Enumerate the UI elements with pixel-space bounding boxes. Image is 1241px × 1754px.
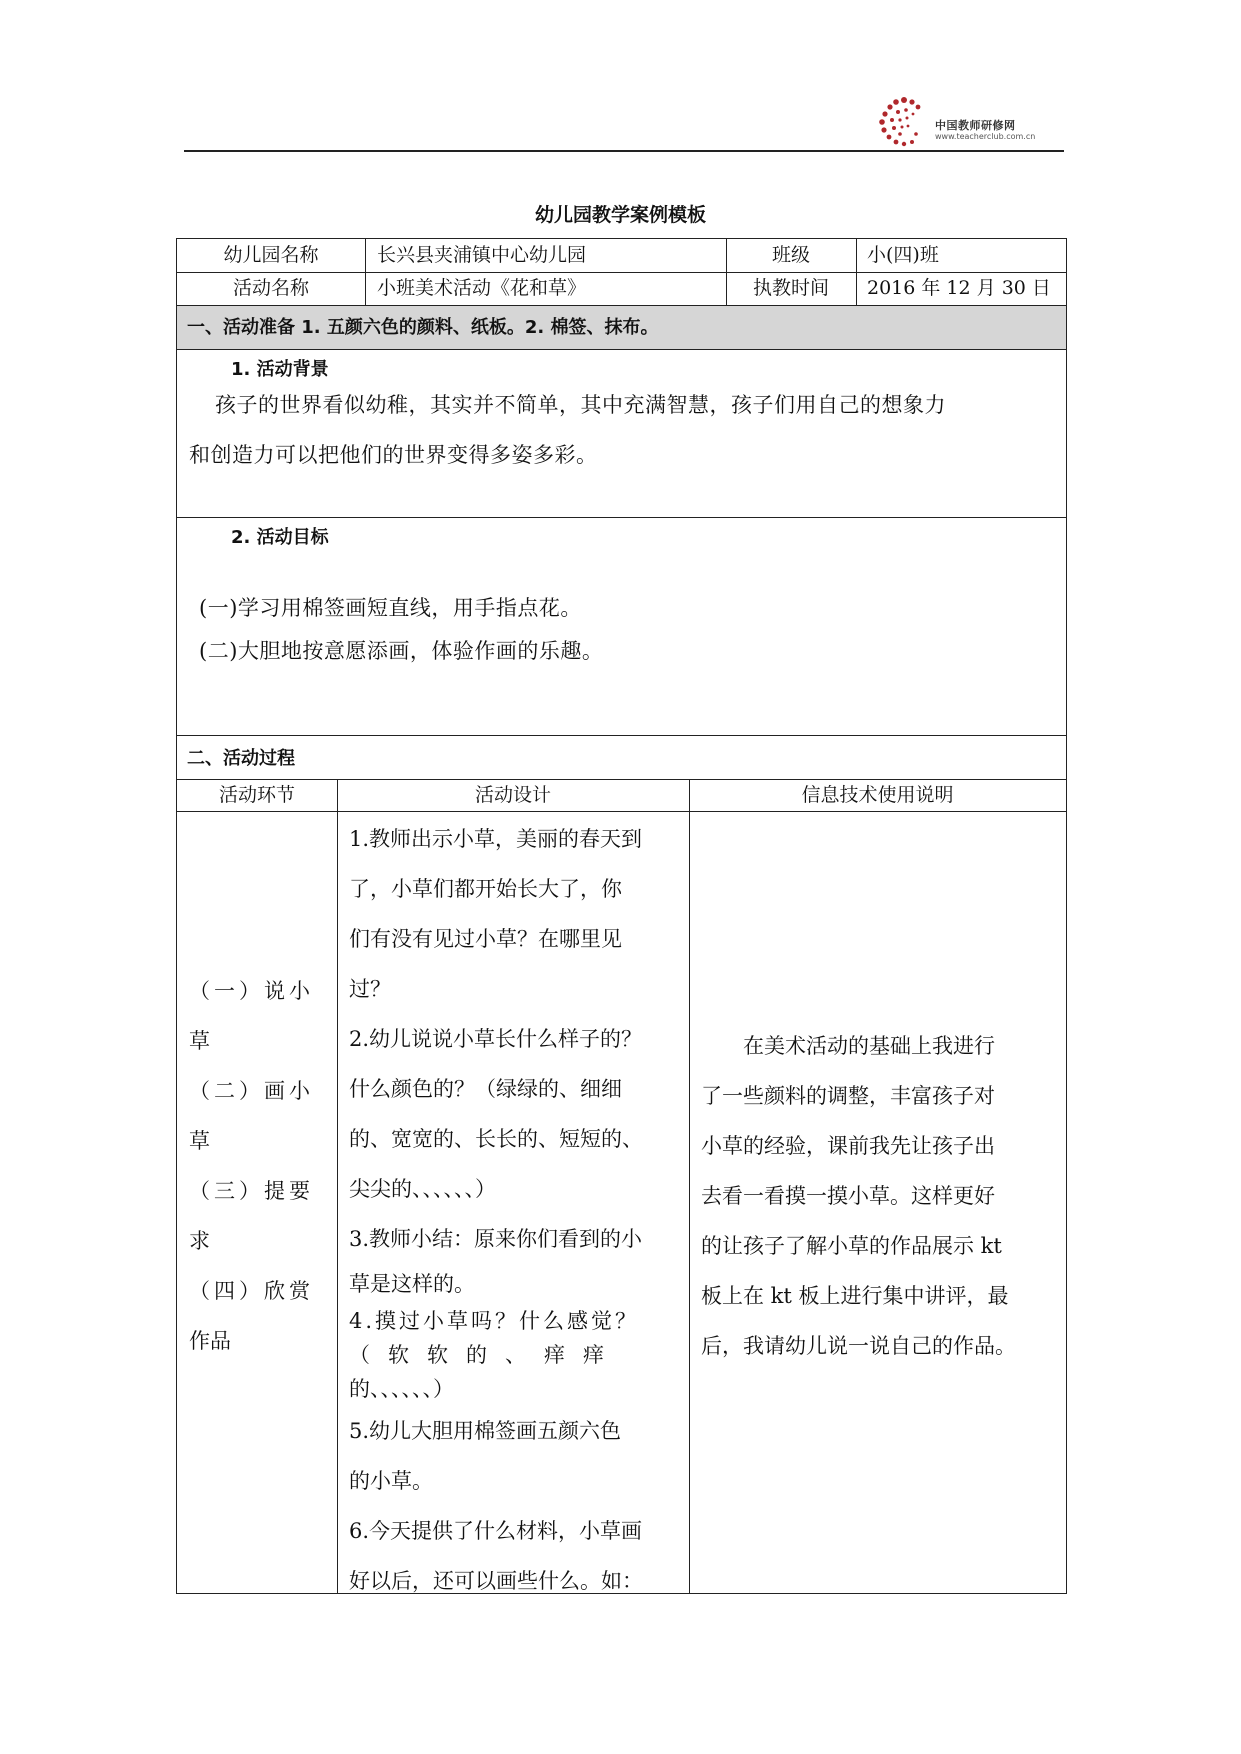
design-line: 4.摸过小草吗？什么感觉？ [349, 1309, 640, 1333]
step-line: 求 [189, 1229, 210, 1253]
step-line: 草 [189, 1029, 210, 1053]
class-label: 班级 [771, 244, 810, 266]
header-divider [184, 150, 1064, 152]
column-header-steps: 活动环节 [218, 784, 295, 806]
tech-line: 后，我请幼儿说一说自己的作品。 [701, 1334, 1016, 1358]
design-line: 2.幼儿说说小草长什么样子的？ [349, 1027, 643, 1051]
tech-line: 小草的经验，课前我先让孩子出 [701, 1134, 995, 1158]
design-line: 3.教师小结：原来你们看到的小 [349, 1227, 643, 1251]
tech-line: 的让孩子了解小草的作品展示 kt [701, 1234, 1002, 1258]
logo-text: 中国教师研修网 [935, 119, 1016, 132]
goal-line: (一)学习用棉签画短直线，用手指点花。 [199, 596, 582, 620]
design-line: 的、、、、、、） [349, 1377, 454, 1401]
tech-line: 板上在 kt 板上进行集中讲评，最 [701, 1284, 1009, 1308]
tech-line: 去看一看摸一摸小草。这样更好 [701, 1184, 995, 1208]
background-heading: 1. 活动背景 [231, 359, 329, 380]
step-line: （二）画小 [189, 1079, 314, 1103]
design-line: 了，小草们都开始长大了，你 [349, 877, 622, 901]
design-line: 的小草。 [349, 1469, 433, 1493]
section1-heading: 一、活动准备 1. 五颜六色的颜料、纸板。2. 棉签、抹布。 [187, 317, 659, 338]
step-line: 草 [189, 1129, 210, 1153]
tech-line: 了一些颜料的调整，丰富孩子对 [701, 1084, 995, 1108]
activity-label: 活动名称 [232, 277, 309, 299]
design-line: 1.教师出示小草，美丽的春天到 [349, 827, 643, 851]
background-line: 和创造力可以把他们的世界变得多姿多彩。 [189, 443, 598, 467]
logo [872, 92, 1052, 148]
goal-heading: 2. 活动目标 [231, 527, 329, 548]
design-line: （软软的、痒痒 [349, 1343, 622, 1367]
design-line: 们有没有见过小草？在哪里见 [349, 927, 622, 951]
tech-list [701, 1021, 1016, 1371]
time-label: 执教时间 [752, 277, 829, 299]
kindergarten-value: 长兴县夹浦镇中心幼儿园 [377, 244, 587, 266]
step-line: （四）欣赏 [189, 1279, 314, 1303]
section2-heading: 二、活动过程 [187, 748, 295, 769]
tech-line: 在美术活动的基础上我进行 [743, 1034, 995, 1058]
class-value: 小(四)班 [867, 244, 939, 266]
column-header-design: 活动设计 [474, 784, 551, 806]
design-line: 好以后，还可以画些什么。如： [349, 1569, 643, 1593]
step-line: （三）提要 [189, 1179, 314, 1203]
design-line: 的、宽宽的、长长的、短短的、 [349, 1127, 643, 1151]
design-line: 什么颜色的？（绿绿的、细细 [349, 1077, 622, 1101]
design-line: 过？ [349, 977, 391, 1001]
design-list [349, 814, 643, 1606]
page-title: 幼儿园教学案例模板 [534, 204, 706, 226]
logo-url: www.teacherclub.com.cn [935, 132, 1036, 141]
design-line: 5.幼儿大胆用棉签画五颜六色 [349, 1419, 622, 1443]
step-line: （一）说小 [189, 979, 314, 1003]
activity-value: 小班美术活动《花和草》 [377, 277, 587, 299]
logo-mark-icon [872, 92, 936, 148]
step-line: 作品 [189, 1329, 231, 1353]
steps-list [189, 966, 314, 1366]
column-header-tech: 信息技术使用说明 [801, 784, 954, 806]
case-table [176, 238, 1067, 1594]
kindergarten-label: 幼儿园名称 [223, 244, 319, 266]
design-line: 尖尖的、、、、、、） [349, 1177, 496, 1201]
time-value: 2016 年 12 月 30 日 [867, 277, 1051, 299]
design-line: 草是这样的。 [349, 1272, 475, 1296]
goal-line: (二)大胆地按意愿添画，体验作画的乐趣。 [199, 639, 604, 663]
background-line: 孩子的世界看似幼稚，其实并不简单，其中充满智慧，孩子们用自己的想象力 [215, 393, 946, 417]
design-line: 6.今天提供了什么材料，小草画 [349, 1519, 643, 1543]
